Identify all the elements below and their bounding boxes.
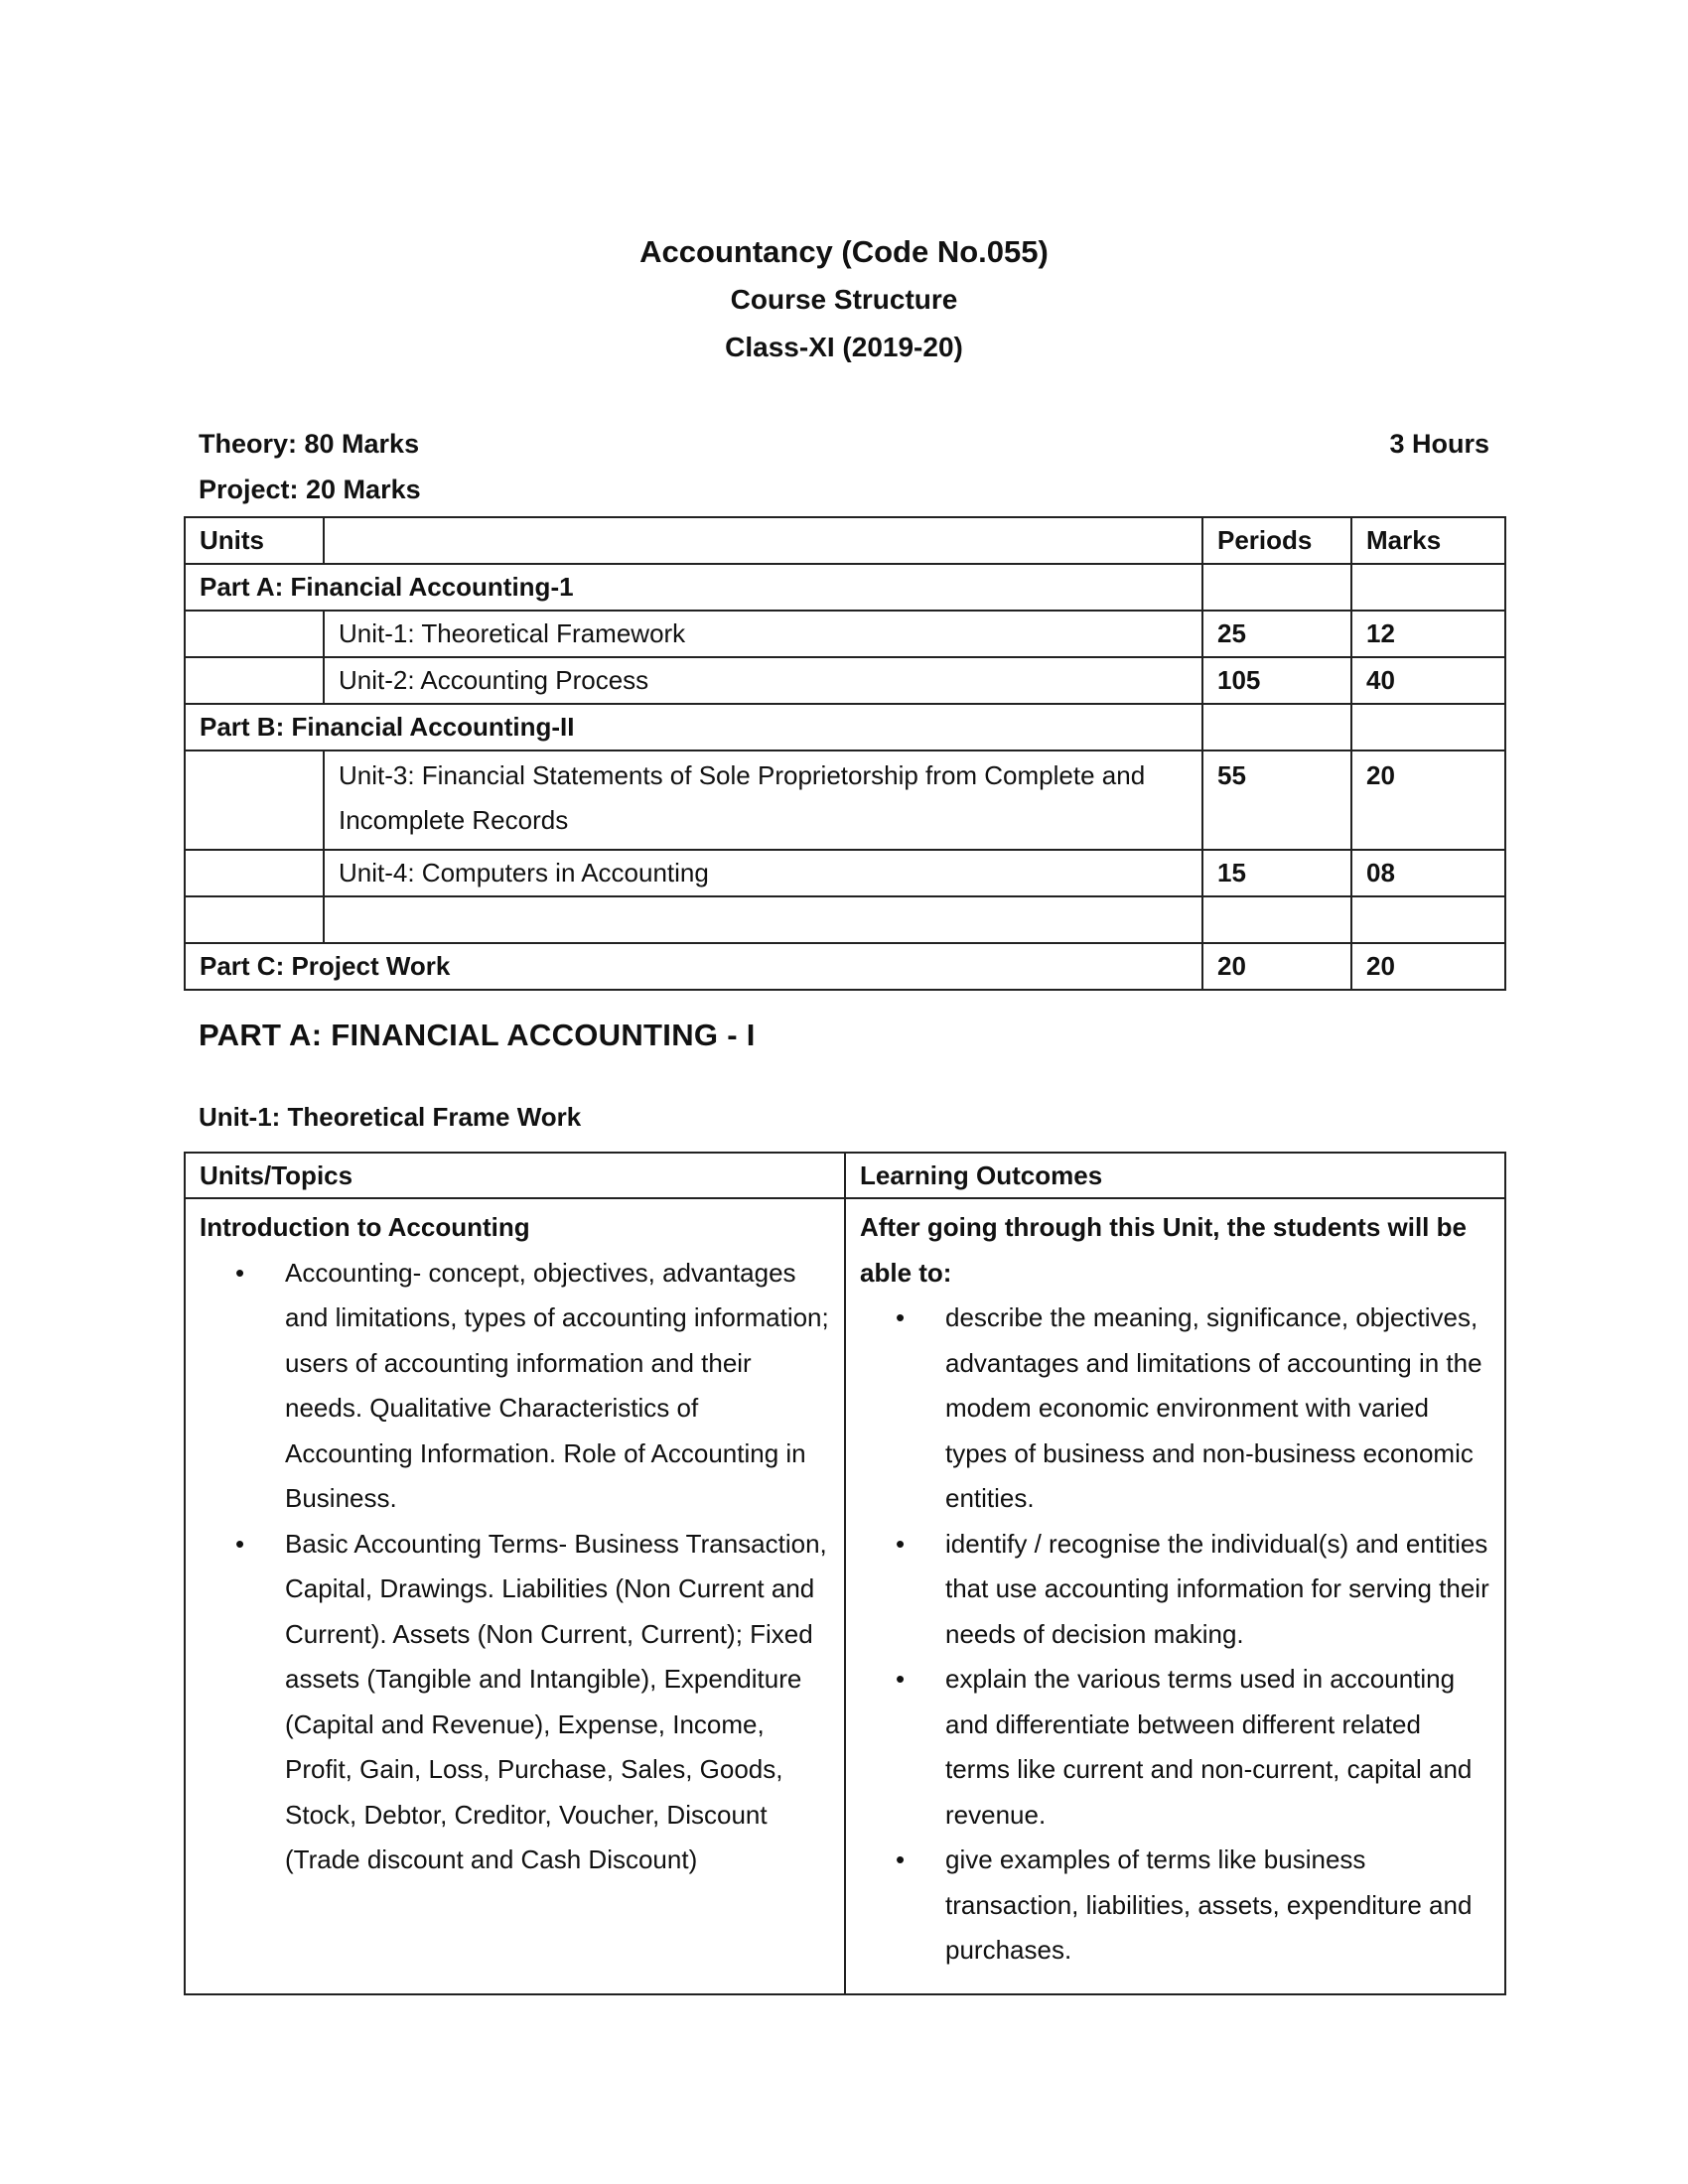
unit4-name: Unit-4: Computers in Accounting <box>324 850 1202 896</box>
list-item: • identify / recognise the individual(s) and entities that use accounting information for serving their needs of decision making. <box>945 1522 1490 1658</box>
empty-cell <box>324 896 1202 943</box>
unit2-periods: 105 <box>1202 657 1351 704</box>
unit2-marks: 40 <box>1351 657 1505 704</box>
table-row <box>185 704 1505 751</box>
course-structure-table <box>184 516 1506 991</box>
topics-title: Introduction to Accounting <box>200 1212 530 1242</box>
empty-cell <box>185 611 324 657</box>
header-topics: Units/Topics <box>185 1153 845 1198</box>
unit2-name: Unit-2: Accounting Process <box>324 657 1202 704</box>
empty-cell <box>1202 564 1351 611</box>
empty-cell <box>1202 896 1351 943</box>
header-units: Units <box>185 517 324 564</box>
list-item: • Basic Accounting Terms- Business Transaction, Capital, Drawings. Liabilities (Non Current and Current). Assets (Non Current, Current); Fixed assets (Tangible and Intangible), Expenditure (Capital and Revenue), Expense, Income, Profit, Gain, Loss, Purchase, Sales, Goods, Stock, Debtor, Creditor, Voucher, Discount (Trade discount and Cash Discount) <box>285 1522 830 1883</box>
header-periods: Periods <box>1202 517 1351 564</box>
outcomes-title: After going through this Unit, the students will be able to: <box>860 1212 1467 1288</box>
table-row <box>185 751 1505 850</box>
outcomes-list <box>860 1296 1490 1974</box>
theory-marks: Theory: 80 Marks <box>199 429 420 459</box>
list-item: • give examples of terms like business transaction, liabilities, assets, expenditure and purchases. <box>945 1838 1490 1974</box>
class-label: Class-XI (2019-20) <box>725 332 963 362</box>
document-title: Accountancy (Code No.055) <box>639 234 1049 269</box>
header-outcomes: Learning Outcomes <box>845 1153 1505 1198</box>
part-a-label: Part A: Financial Accounting-1 <box>185 564 1202 611</box>
part-c-label: Part C: Project Work <box>185 943 1202 990</box>
project-marks: Project: 20 Marks <box>199 475 421 504</box>
outcomes-cell <box>845 1198 1505 1994</box>
list-item: • Accounting- concept, objectives, advantages and limitations, types of accounting information; users of accounting information and their needs. Qualitative Characteristics of Accounting Information. Role of Accounting in Business. <box>285 1251 830 1522</box>
empty-cell <box>185 657 324 704</box>
document-subtitle: Course Structure <box>730 284 958 315</box>
unit1-periods: 25 <box>1202 611 1351 657</box>
unit3-name: Unit-3: Financial Statements of Sole Proprietorship from Complete and Incomplete Records <box>324 751 1202 850</box>
table-row <box>185 657 1505 704</box>
table-row <box>185 611 1505 657</box>
table-header-row <box>185 517 1505 564</box>
topics-cell <box>185 1198 845 1994</box>
learning-outcomes-table <box>184 1152 1506 1995</box>
list-item: • explain the various terms used in accounting and differentiate between different related terms like current and non-current, capital and revenue. <box>945 1657 1490 1838</box>
empty-cell <box>1351 896 1505 943</box>
part-c-marks: 20 <box>1351 943 1505 990</box>
table-row <box>185 1198 1505 1994</box>
header-marks: Marks <box>1351 517 1505 564</box>
unit4-marks: 08 <box>1351 850 1505 896</box>
part-c-periods: 20 <box>1202 943 1351 990</box>
list-item: • describe the meaning, significance, objectives, advantages and limitations of accounting in the modem economic environment with varied types of business and non-business economic entities. <box>945 1296 1490 1522</box>
empty-cell <box>185 751 324 850</box>
empty-cell <box>1351 704 1505 751</box>
part-b-label: Part B: Financial Accounting-II <box>185 704 1202 751</box>
table-row <box>185 896 1505 943</box>
unit3-marks: 20 <box>1351 751 1505 850</box>
unit1-name: Unit-1: Theoretical Framework <box>324 611 1202 657</box>
part-a-heading: PART A: FINANCIAL ACCOUNTING - I <box>199 1018 756 1052</box>
table-row <box>185 850 1505 896</box>
title-block <box>0 228 1688 371</box>
header-blank <box>324 517 1202 564</box>
unit1-heading: Unit-1: Theoretical Frame Work <box>199 1102 582 1132</box>
marks-info <box>199 421 421 512</box>
empty-cell <box>1351 564 1505 611</box>
empty-cell <box>185 850 324 896</box>
table-header-row <box>185 1153 1505 1198</box>
topics-list <box>200 1251 830 1883</box>
unit4-periods: 15 <box>1202 850 1351 896</box>
table-row <box>185 564 1505 611</box>
unit3-periods: 55 <box>1202 751 1351 850</box>
empty-cell <box>1202 704 1351 751</box>
table-row <box>185 943 1505 990</box>
unit1-marks: 12 <box>1351 611 1505 657</box>
empty-cell <box>185 896 324 943</box>
duration: 3 Hours <box>1389 429 1489 459</box>
